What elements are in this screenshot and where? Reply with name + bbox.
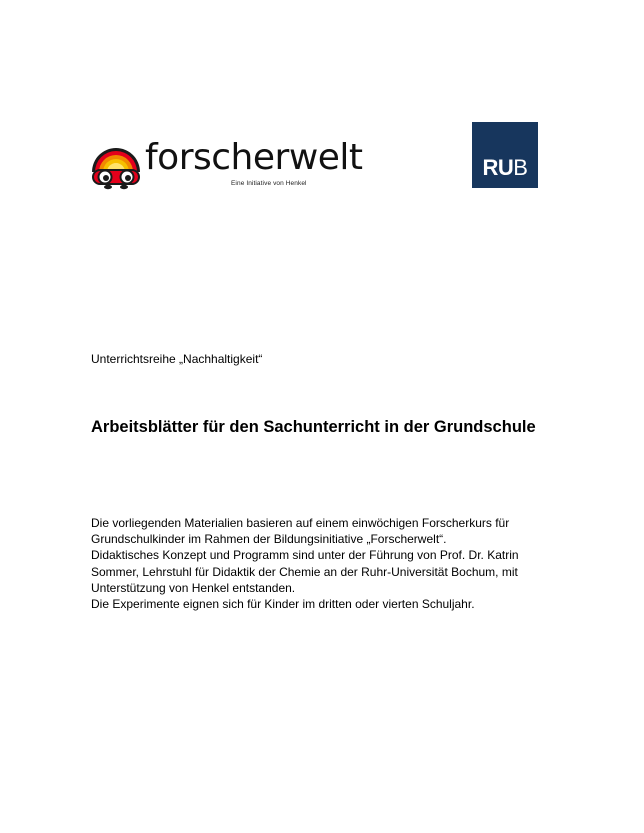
intro-paragraph: [91, 515, 541, 612]
intro-line: Didaktisches Konzept und Programm sind unter der Führung von Prof. Dr. Katrin: [91, 548, 519, 563]
forscherwelt-mascot-icon: [90, 142, 142, 190]
rub-logo-text-bold: RU: [482, 155, 514, 180]
page-title: Arbeitsblätter für den Sachunterricht in der Grundschule: [91, 418, 536, 436]
rub-logo-text-light: B: [513, 155, 528, 180]
series-label: Unterrichtsreihe „Nachhaltigkeit“: [91, 352, 263, 366]
forscherwelt-tagline: Eine Initiative von Henkel: [231, 180, 307, 187]
rub-logo: [472, 122, 538, 188]
intro-line: Sommer, Lehrstuhl für Didaktik der Chemie an der Ruhr-Universität Bochum, mit: [91, 564, 518, 579]
intro-line: Grundschulkinder im Rahmen der Bildungsinitiative „Forscherwelt“.: [91, 532, 447, 547]
intro-line: Unterstützung von Henkel entstanden.: [91, 580, 296, 595]
intro-line: Die vorliegenden Materialien basieren auf einem einwöchigen Forscherkurs für: [91, 516, 510, 530]
forscherwelt-logo: [90, 136, 363, 196]
intro-line: Die Experimente eignen sich für Kinder im dritten oder vierten Schuljahr.: [91, 597, 475, 612]
rub-logo-text: [472, 156, 538, 180]
forscherwelt-wordmark: forscherwelt: [145, 137, 363, 178]
